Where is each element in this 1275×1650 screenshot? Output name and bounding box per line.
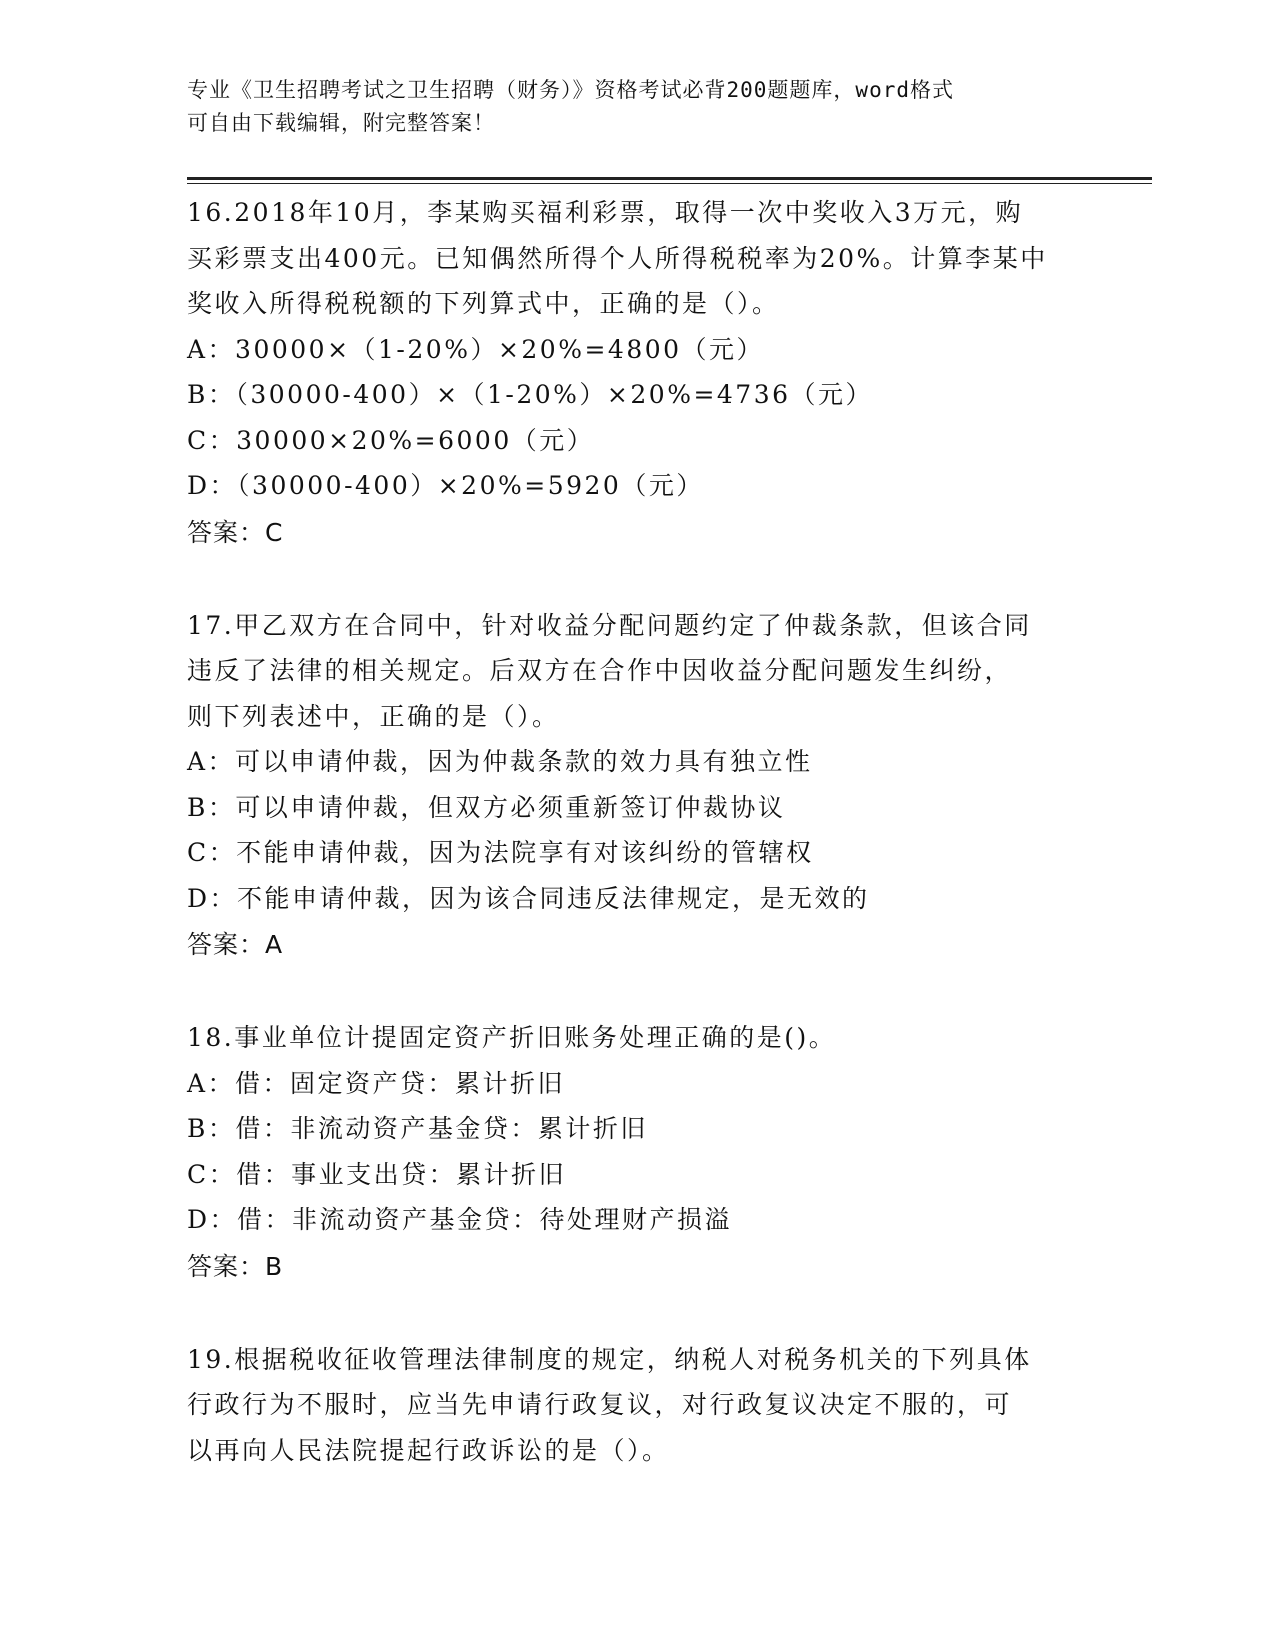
question-18	[187, 1015, 1087, 1290]
question-16-line-2: 买彩票支出400元。已知偶然所得个人所得税税率为20%。计算李某中	[187, 243, 1048, 273]
question-16	[187, 190, 1087, 556]
document-header	[187, 74, 1087, 140]
question-17-option-b: B：可以申请仲裁，但双方必须重新签订仲裁协议	[187, 792, 786, 822]
header-line-2: 可自由下载编辑，附完整答案！	[187, 111, 495, 135]
question-17-option-d: D：不能申请仲裁，因为该合同违反法律规定，是无效的	[187, 883, 870, 913]
question-list	[187, 190, 1087, 1473]
question-16-option-c: C：30000×20%=6000（元）	[187, 425, 595, 455]
question-19	[187, 1337, 1087, 1474]
question-18-option-d: D：借：非流动资产基金贷：待处理财产损溢	[187, 1205, 733, 1234]
question-17-option-a: A：可以申请仲裁，因为仲裁条款的效力具有独立性	[187, 747, 813, 776]
question-spacer	[187, 556, 1087, 603]
question-17-option-c: C：不能申请仲裁，因为法院享有对该纠纷的管辖权	[187, 838, 814, 867]
question-16-option-a: A：30000×（1-20%）×20%=4800（元）	[187, 334, 765, 364]
question-16-option-b: B：（30000-400）×（1-20%）×20%=4736（元）	[187, 380, 874, 409]
question-19-line-1: 19.根据税收征收管理法律制度的规定，纳税人对税务机关的下列具体	[187, 1344, 1032, 1374]
question-16-option-d: D：（30000-400）×20%=5920（元）	[187, 471, 704, 500]
question-17-line-1: 17.甲乙双方在合同中，针对收益分配问题约定了仲裁条款，但该合同	[187, 610, 1032, 640]
question-19-line-3: 以再向人民法院提起行政诉讼的是（）。	[187, 1435, 670, 1465]
header-divider-thin	[187, 183, 1152, 184]
question-16-line-3: 奖收入所得税税额的下列算式中，正确的是（）。	[187, 289, 780, 318]
question-17-answer: 答案：A	[187, 930, 284, 959]
question-16-answer: 答案：C	[187, 517, 284, 547]
header-divider-thick	[187, 177, 1152, 180]
question-16-line-1: 16.2018年10月，李某购买福利彩票，取得一次中奖收入3万元，购	[187, 198, 1024, 227]
question-18-option-a: A：借：固定资产贷：累计折旧	[187, 1068, 566, 1098]
question-19-line-2: 行政行为不服时，应当先申请行政复议，对行政复议决定不服的，可	[187, 1390, 1013, 1419]
question-17-line-3: 则下列表述中，正确的是（）。	[187, 701, 560, 731]
question-17	[187, 603, 1087, 969]
question-18-answer: 答案：B	[187, 1251, 284, 1281]
question-spacer	[187, 968, 1087, 1015]
question-18-option-c: C：借：事业支出贷：累计折旧	[187, 1159, 567, 1189]
question-17-line-2: 违反了法律的相关规定。后双方在合作中因收益分配问题发生纠纷，	[187, 656, 1013, 685]
question-18-option-b: B：借：非流动资产基金贷：累计折旧	[187, 1114, 648, 1143]
question-18-line-1: 18.事业单位计提固定资产折旧账务处理正确的是()。	[187, 1023, 837, 1052]
header-line-1: 专业《卫生招聘考试之卫生招聘（财务）》资格考试必背200题题库，word格式	[187, 78, 954, 102]
question-spacer	[187, 1290, 1087, 1337]
